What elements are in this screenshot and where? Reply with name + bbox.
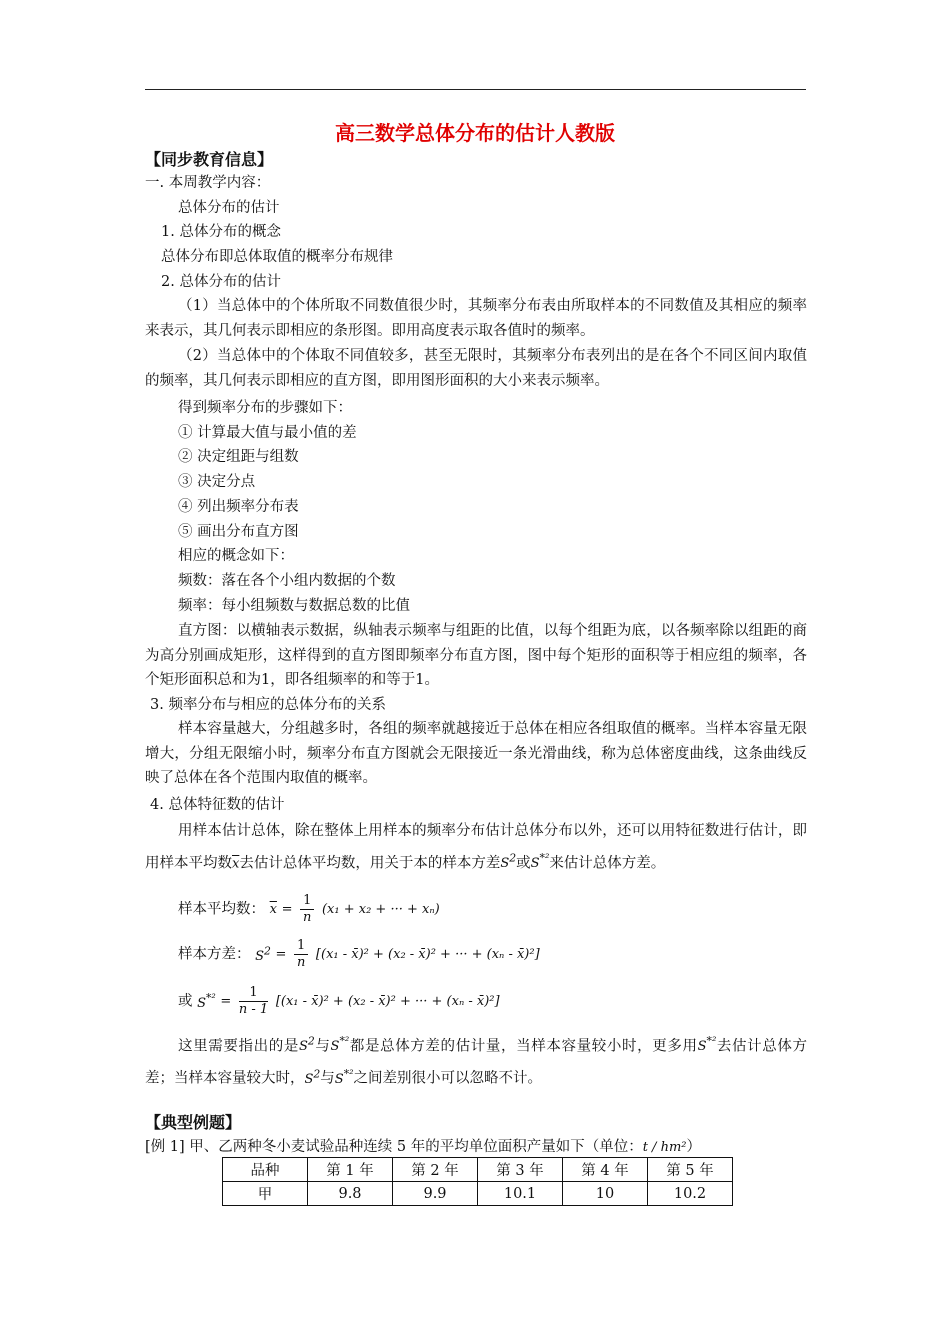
text-run: 与 [320,1070,335,1087]
table-cell: 10 [563,1182,648,1206]
page-title: 高三数学总体分布的估计人教版 [335,121,615,145]
unit-label: t / hm² [642,1140,687,1155]
math-equals: = [220,994,232,1009]
math-s-squared: $S^2$ [255,944,271,965]
formula-expression: [(x₁ - x̄)² + (x₂ - x̄)² + ··· + (xₙ - x̄)²] [315,947,540,962]
section-heading-sync-info: 【同步教育信息】 [145,150,274,169]
step-item: ④ 列出频率分布表 [178,499,299,515]
paragraph: （2）当总体中的个体取不同值较多，甚至无限时，其频率分布表列出的是在各个不同区间内取值的频率，其几何表示即相应的直方图，即用图形面积的大小来表示频率。 [145,348,807,389]
text-run: 来估计总体方差。 [549,855,666,872]
math-s-star-squared: $S^{*^2}$ [530,852,550,872]
math-s-star-squared: $S^{*^2}$ [697,1035,717,1055]
step-item: ② 决定组距与组数 [178,449,299,465]
paragraph: 直方图：以横轴表示数据，纵轴表示频率与组距的比值，以每个组距为底，以各频率除以组距的商为高分别画成矩形，这样得到的直方图即频率分布直方图，图中每个矩形的面积等于相应组的频率，各个矩形面积总和为1，即各组频率的和等于1。 [145,623,807,689]
formula-corrected-variance [178,985,500,1018]
table-header-cell: 第 2 年 [393,1158,478,1182]
text-run: 这里需要指出的是 [178,1038,299,1055]
text-line: 得到频率分布的步骤如下： [178,400,352,416]
table-cell: 9.9 [393,1182,478,1206]
table-row [223,1182,733,1206]
step-item: ⑤ 画出分布直方图 [178,524,299,540]
table-header-cell: 第 3 年 [478,1158,563,1182]
text-line: 1. 总体分布的概念 [161,224,281,240]
text-run: 用样本估计总体，除在整体上用样本的频率分布估计总体分布以外，还可以用特征数进行估计，即用样本平均数 [145,823,807,872]
math-x-bar: $\overline{x}$ [269,902,277,917]
math-x-bar: $\overline{x}$ [232,856,240,872]
paragraph: 样本容量越大，分组越多时，各组的频率就越接近于总体在相应各组取值的概率。当样本容量无限增大，分组无限缩小时，频率分布直方图就会无限接近一条光滑曲线，称为总体密度曲线，这条曲线反映了总体在各个范围内取值的概率。 [145,721,807,787]
formula-sample-mean [178,893,440,926]
table-header-cell: 第 4 年 [563,1158,648,1182]
fraction-one-over-n: $\frac{1}{n}$ [294,938,308,971]
yield-table [222,1157,733,1206]
step-item: ③ 决定分点 [178,474,256,490]
table-header-row [223,1158,733,1182]
table-cell: 9.8 [308,1182,393,1206]
header-rule [145,89,806,90]
text-run: [例 1] 甲、乙两种冬小麦试验品种连续 5 年的平均单位面积产量如下（单位： [145,1139,643,1155]
text-line: 总体分布的估计 [178,200,280,216]
paragraph-feature-estimation [145,818,807,877]
math-s-star-squared: $S^{*^2}$ [330,1035,350,1055]
math-s-squared: $S^2$ [304,1067,321,1087]
text-line: 频数：落在各个小组内数据的个数 [178,573,396,589]
table-header-cell: 第 5 年 [648,1158,733,1182]
math-s-squared: $S^2$ [298,1035,315,1055]
step-item: ① 计算最大值与最小值的差 [178,425,357,441]
text-run: ） [686,1139,701,1155]
table-cell: 甲 [223,1182,308,1206]
formula-expression: [(x₁ - x̄)² + (x₂ - x̄)² + ··· + (xₙ - x̄)²] [275,994,500,1009]
formula-label: 样本方差： [178,946,251,963]
example-intro [145,1135,701,1156]
text-line: 一. 本周教学内容： [145,175,271,191]
math-equals: = [281,902,293,917]
paragraph-variance-note [145,1028,807,1093]
paragraph: （1）当总体中的个体所取不同数值很少时，其频率分布表由所取样本的不同数值及其相应的频率来表示，其几何表示即相应的条形图。即用高度表示取各值时的频率。 [145,298,807,339]
text-run: 去估计总体方差；当样本容量较大时， [145,1038,808,1087]
table-cell: 10.1 [478,1182,563,1206]
fraction-one-over-n: $\frac{1}{n}$ [300,893,314,926]
text-line: 4. 总体特征数的估计 [150,797,285,813]
text-line: 频率：每小组频数与数据总数的比值 [178,598,410,614]
table-header-cell: 第 1 年 [308,1158,393,1182]
math-s-star-squared: $S^{*^2}$ [334,1067,354,1087]
formula-expression: (x₁ + x₂ + ··· + xₙ) [321,902,440,917]
text-run: 都是总体方差的估计量，当样本容量较小时，更多用 [349,1038,698,1055]
text-run: 与 [314,1038,331,1055]
math-equals: = [275,947,287,962]
text-run: 之间差别很小可以忽略不计。 [353,1070,542,1087]
section-heading-examples: 【典型例题】 [145,1113,242,1132]
text-run: 或 [516,855,531,872]
text-line: 3. 频率分布与相应的总体分布的关系 [150,697,386,713]
formula-sample-variance [178,938,540,971]
fraction-one-over-n-minus-1: $\frac{1}{n - 1}$ [238,985,269,1017]
formula-label: 或 [178,993,193,1010]
table-header-cell: 品种 [223,1158,308,1182]
formula-label: 样本平均数： [178,901,265,918]
text-line: 2. 总体分布的估计 [161,274,281,290]
text-run: 去估计总体平均数，用关于本的样本方差 [239,855,501,872]
text-line: 相应的概念如下： [178,548,294,564]
table-cell: 10.2 [648,1182,733,1206]
math-s-squared: $S^2$ [500,852,517,872]
text-line: 总体分布即总体取值的概率分布规律 [161,249,393,265]
math-s-star-squared: $S^{*^2}$ [197,991,216,1012]
